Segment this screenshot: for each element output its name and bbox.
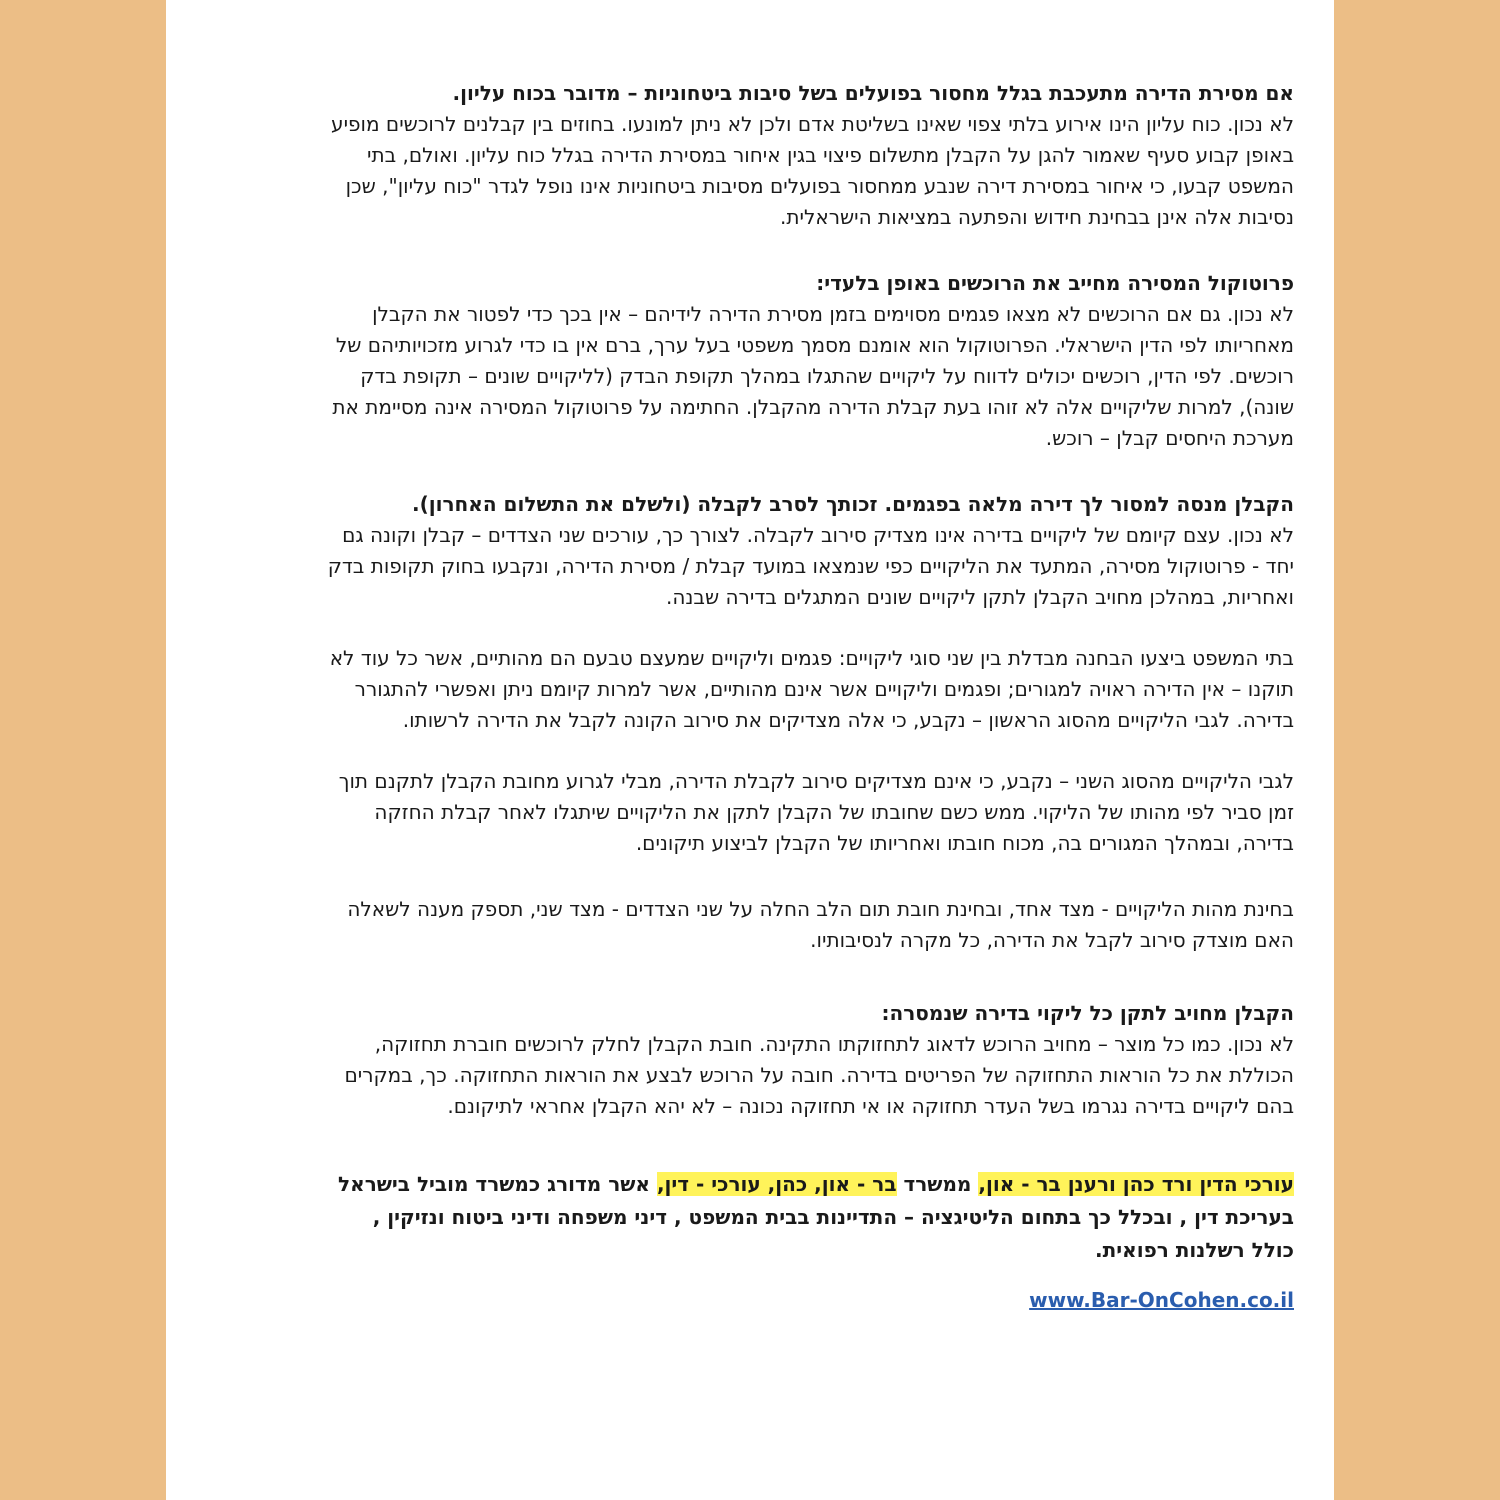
section-heading: הקבלן מנסה למסור לך דירה מלאה בפגמים. זכותך לסרב לקבלה (ולשלם את התשלום האחרון). [412,492,1294,516]
author-text: ממשרד [896,1172,979,1196]
authors-highlight: עורכי הדין ורד כהן ורענן בר - און, [978,1172,1294,1196]
section-good-faith [326,894,1294,956]
section-maintenance [326,998,1294,1122]
section-delivery-protocol [326,268,1294,454]
section-body: בתי המשפט ביצעו הבחנה מבדלת בין שני סוגי ליקויים: פגמים וליקויים שמעצם טבעם הם מהותיים, אשר כל עוד לא תוקנו – אין הדירה ראויה למגורים; ופגמים וליקויים אשר אינם מהותיים, אשר למרות קיומם ניתן ואפשרי להתגורר בדירה. לגבי הליקויים מהסוג הראשון – נקבע, כי אלה מצדיקים את סירוב הקונה לקבל את הדירה לרשותו. [329,646,1294,732]
section-force-majeure [326,78,1294,233]
section-second-type [326,766,1294,859]
author-credit [326,1168,1294,1267]
firm-highlight: בר - און, כהן, עורכי - דין, [656,1172,897,1196]
section-heading: פרוטוקול המסירה מחייב את הרוכשים באופן בלעדי: [816,271,1294,295]
section-defect-types [326,643,1294,736]
section-body: לא נכון. כמו כל מוצר – מחויב הרוכש לדאוג לתחזוקתו התקינה. חובת הקבלן לחלק לרוכשים חוברת תחזוקה, הכוללת את כל הוראות התחזוקה של הפריטים בדירה. חובה על הרוכש לבצע את הוראות התחזוקה. כך, במקרים בהם ליקויים בדירה נגרמו בשל העדר תחזוקה או אי תחזוקה נכונה – לא יהא הקבלן אחראי לתיקונם. [344,1032,1294,1118]
section-body: לא נכון. כוח עליון הינו אירוע בלתי צפוי שאינו בשליטת אדם ולכן לא ניתן למונעו. בחוזים בין קבלנים לרוכשים מופיע באופן קבוע סעיף שאמור להגן על הקבלן מתשלום פיצוי בגין איחור במסירת הדירה בגלל כוח עליון. ואולם, בתי המשפט קבעו, כי איחור במסירת דירה שנבע ממחסור בפועלים מסיבות ביטחוניות אינו נופל לגדר "כוח עליון", שכן נסיבות אלה אינן בבחינת חידוש והפתעה במציאות הישראלית. [331,112,1294,229]
section-body: בחינת מהות הליקויים - מצד אחד, ובחינת חובת תום הלב החלה על שני הצדדים - מצד שני, תספק מענה לשאלה האם מוצדק סירוב לקבל את הדירה, כל מקרה לנסיבותיו. [347,897,1294,952]
section-body: לא נכון. גם אם הרוכשים לא מצאו פגמים מסוימים בזמן מסירת הדירה לידיהם – אין בכך כדי לפטור את הקבלן מאחריותו לפי הדין הישראלי. הפרוטוקול הוא אומנם מסמך משפטי בעל ערך, ברם אין בו כדי לגרוע מזכויותיהם של רוכשים. לפי הדין, רוכשים יכולים לדווח על ליקויים שהתגלו במהלך תקופת הבדק (לליקויים שונים – תקופת בדק שונה), למרות שליקויים אלה לא זוהו בעת קבלת הדירה מהקבלן. החתימה על פרוטוקול המסירה אינה מסיימת את מערכת היחסים קבלן – רוכש. [332,302,1294,450]
document-page [166,0,1334,1500]
section-body: לגבי הליקויים מהסוג השני – נקבע, כי אינם מצדיקים סירוב לקבלת הדירה, מבלי לגרוע מחובת הקבלן לתקנם תוך זמן סביר לפי מהותו של הליקוי. ממש כשם שחובתו של הקבלן לתקן את הליקויים שיתגלו לאחר קבלת החזקה בדירה, ובמהלך המגורים בה, מכוח חובתו ואחריותו של הקבלן לביצוע תיקונים. [338,769,1294,855]
section-refuse-apartment [326,489,1294,613]
section-heading: הקבלן מחויב לתקן כל ליקוי בדירה שנמסרה: [881,1001,1294,1025]
section-body: לא נכון. עצם קיומם של ליקויים בדירה אינו מצדיק סירוב לקבלה. לצורך כך, עורכים שני הצדדים – קבלן וקונה גם יחד - פרוטוקול מסירה, המתעד את הליקויים כפי שנמצאו במועד קבלת / מסירת הדירה, ונקבעו בחוק תקופות בדק ואחריות, במהלכן מחויב הקבלן לתקן ליקויים שונים המתגלים בדירה שבנה. [327,523,1294,609]
section-heading: אם מסירת הדירה מתעכבת בגלל מחסור בפועלים בשל סיבות ביטחוניות – מדובר בכוח עליון. [452,81,1294,105]
article-content [326,78,1294,1316]
author-text: אשר מדורג כמשרד מוביל בישראל בעריכת דין , ובכלל כך בתחום הליטיגציה – התדיינות בבית המשפט , דיני משפחה ודיני ביטוח ונזיקין , כולל רשלנות רפואית. [338,1172,1294,1262]
website-link[interactable]: www.Bar-OnCohen.co.il [1029,1288,1294,1312]
